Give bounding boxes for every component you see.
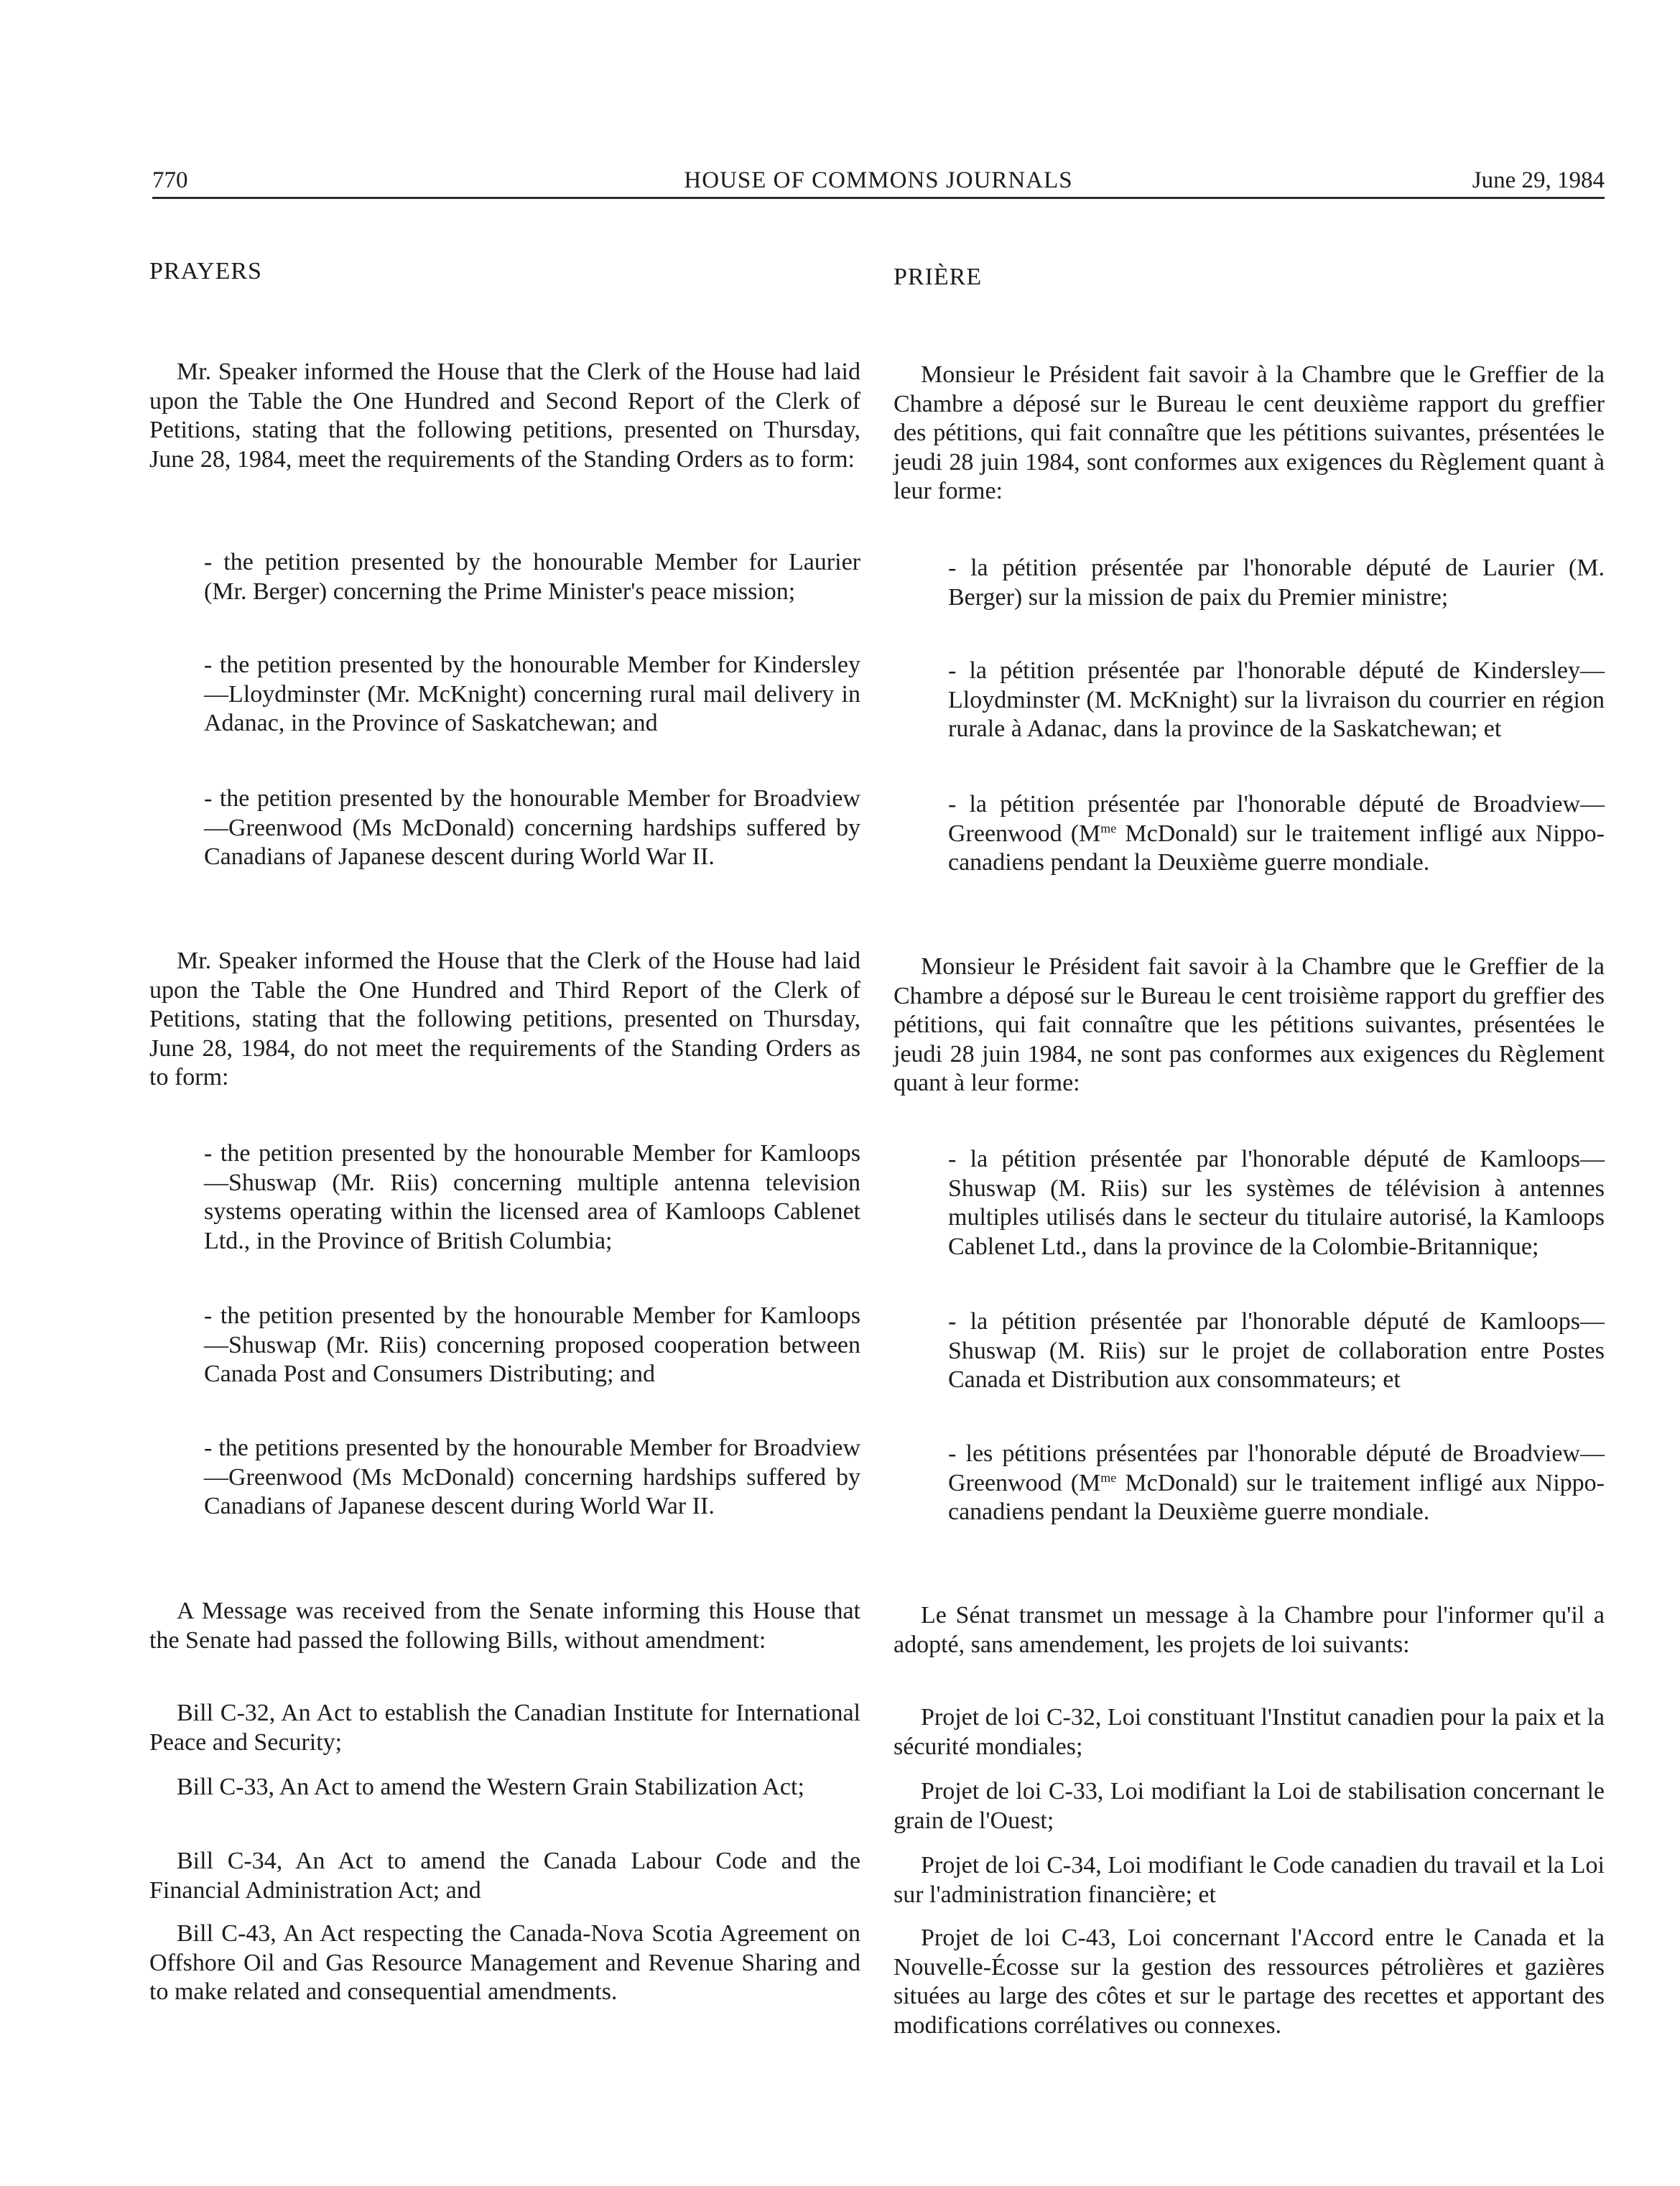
french-heading-block	[894, 263, 1605, 292]
english-bill	[149, 1919, 860, 2007]
french-report-2-item	[894, 1145, 1605, 1261]
english-bill-text: Bill C-43, An Act respecting the Canada-Nova Scotia Agreement on Offshore Oil and Gas Resource Management and Revenue Sharing and to make related and consequential amendments.	[149, 1920, 860, 2005]
french-report-2-item	[894, 1440, 1605, 1527]
superscript-me: me	[1100, 1470, 1117, 1485]
english-petition-text: - the petition presented by the honourable Member for Kindersley—Lloydminster (Mr. McKnight) concerning rural mail delivery in Adanac, in the Province of Saskatchewan; and	[204, 652, 860, 736]
english-bill	[149, 1847, 860, 1905]
french-report-2-block	[894, 953, 1605, 1098]
english-senate-message: A Message was received from the Senate informing this House that the Senate had passed the following Bills, without amendment:	[149, 1598, 860, 1654]
french-report-1-item	[894, 657, 1605, 744]
french-senate-message: Le Sénat transmet un message à la Chambre pour l'informer qu'il a adopté, sans amendement, les projets de loi suivants:	[894, 1602, 1605, 1658]
french-petition-text: - les pétitions présentées par l'honorable député de Broadview—Greenwood ($M^{me}$ McDonald) sur le traitement infligé aux Nippo-canadiens pendant la Deuxième guerre mondiale.	[948, 1440, 1605, 1525]
french-petition-text: - la pétition présentée par l'honorable député de Kamloops—Shuswap (M. Riis) sur le projet de collaboration entre Postes Canada et Distribution aux consommateurs; et	[948, 1308, 1605, 1393]
french-heading: PRIÈRE	[894, 264, 983, 290]
running-header	[152, 164, 1605, 197]
journal-title: HOUSE OF COMMONS JOURNALS	[684, 167, 1073, 193]
english-bill-text: Bill C-32, An Act to establish the Canadian Institute for International Peace and Security;	[149, 1700, 860, 1756]
english-heading-block	[149, 257, 860, 287]
english-bill	[149, 1699, 860, 1757]
french-bill-text: Projet de loi C-43, Loi concernant l'Accord entre le Canada et la Nouvelle-Écosse sur la gestion des ressources pétrolières et gazières situées au large des côtes et sur le partage des recettes et apportant des modifications corrélatives ou connexes.	[894, 1925, 1605, 2039]
english-report-2-block	[149, 947, 860, 1093]
french-report-1-item	[894, 554, 1605, 612]
english-petition-text: - the petitions presented by the honourable Member for Broadview—Greenwood (Ms McDonald) concerning hardships suffered by Canadians of Japanese descent during World War II.	[204, 1435, 860, 1519]
english-heading: PRAYERS	[149, 258, 262, 284]
english-report-2-item	[149, 1302, 860, 1389]
english-report-2-item	[149, 1434, 860, 1522]
french-petition-text: - la pétition présentée par l'honorable député de Kindersley—Lloydminster (M. McKnight) sur la livraison du courrier en région rurale à Adanac, dans la province de la Saskatchewan; et	[948, 657, 1605, 742]
french-report-1-item	[894, 790, 1605, 878]
french-bill-text: Projet de loi C-33, Loi modifiant la Loi de stabilisation concernant le grain de l'Ouest;	[894, 1778, 1605, 1834]
french-bill	[894, 1851, 1605, 1909]
page-number: 770	[152, 167, 188, 193]
header-rule	[152, 197, 1605, 199]
english-report-1-item	[149, 784, 860, 872]
french-report-2-intro: Monsieur le Président fait savoir à la Chambre que le Greffier de la Chambre a déposé sur le Bureau le cent troisième rapport du greffier des pétitions, qui fait connaître que les pétitions suivantes, présentées le jeudi 28 juin 1984, ne sont pas conformes aux exigences du Règlement quant à leur forme:	[894, 953, 1605, 1096]
english-report-2-intro: Mr. Speaker informed the House that the Clerk of the House had laid upon the Table the One Hundred and Third Report of the Clerk of Petitions, stating that the following petitions, presented on Thursday, June 28, 1984, do not meet the requirements of the Standing Orders as to form:	[149, 948, 860, 1090]
french-report-2-item	[894, 1307, 1605, 1395]
french-petition-text: - la pétition présentée par l'honorable député de Laurier (M. Berger) sur la mission de paix du Premier ministre;	[948, 555, 1605, 611]
french-bill	[894, 1924, 1605, 2040]
english-report-1-item	[149, 651, 860, 738]
english-report-2-item	[149, 1139, 860, 1256]
english-petition-text: - the petition presented by the honourable Member for Kamloops—Shuswap (Mr. Riis) concerning multiple antenna television systems operating within the licensed area of Kamloops Cablenet Ltd., in the Province of British Columbia;	[204, 1140, 860, 1254]
superscript-me: me	[1100, 820, 1117, 835]
french-report-1-intro: Monsieur le Président fait savoir à la Chambre que le Greffier de la Chambre a déposé sur le Bureau le cent deuxième rapport du greffier des pétitions, qui fait connaître que les pétitions suivantes, présentées le jeudi 28 juin 1984, sont conformes aux exigences du Règlement quant à leur forme:	[894, 361, 1605, 504]
english-petition-text: - the petition presented by the honourable Member for Broadview—Greenwood (Ms McDonald) concerning hardships suffered by Canadians of Japanese descent during World War II.	[204, 785, 860, 870]
english-bill-text: Bill C-33, An Act to amend the Western Grain Stabilization Act;	[177, 1774, 804, 1800]
english-report-1-block	[149, 358, 860, 474]
french-report-1-block	[894, 361, 1605, 506]
french-senate-block	[894, 1601, 1605, 1659]
english-report-1-item	[149, 548, 860, 606]
french-bill	[894, 1703, 1605, 1761]
english-bill-text: Bill C-34, An Act to amend the Canada Labour Code and the Financial Administration Act; and	[149, 1848, 860, 1904]
english-bill	[149, 1773, 860, 1802]
header-date: June 29, 1984	[1472, 167, 1605, 193]
english-report-1-intro: Mr. Speaker informed the House that the Clerk of the House had laid upon the Table the One Hundred and Second Report of the Clerk of Petitions, stating that the following petitions, presented on Thursday, June 28, 1984, meet the requirements of the Standing Orders as to form:	[149, 358, 860, 473]
english-petition-text: - the petition presented by the honourable Member for Kamloops—Shuswap (Mr. Riis) concerning proposed cooperation between Canada Post and Consumers Distributing; and	[204, 1302, 860, 1387]
english-petition-text: - the petition presented by the honourable Member for Laurier (Mr. Berger) concerning the Prime Minister's peace mission;	[204, 549, 860, 605]
french-petition-text: - la pétition présentée par l'honorable député de Kamloops—Shuswap (M. Riis) sur les systèmes de télévision à antennes multiples utilisés dans le secteur du titulaire autorisé, la Kamloops Cablenet Ltd., dans la province de la Colombie-Britannique;	[948, 1146, 1605, 1260]
english-senate-block	[149, 1597, 860, 1655]
french-bill-text: Projet de loi C-34, Loi modifiant le Code canadien du travail et la Loi sur l'administration financière; et	[894, 1852, 1605, 1908]
french-bill	[894, 1777, 1605, 1835]
french-bill-text: Projet de loi C-32, Loi constituant l'Institut canadien pour la paix et la sécurité mondiales;	[894, 1704, 1605, 1760]
french-petition-text: - la pétition présentée par l'honorable député de Broadview—Greenwood ($M^{me}$ McDonald) sur le traitement infligé aux Nippo-canadiens pendant la Deuxième guerre mondiale.	[948, 791, 1605, 876]
